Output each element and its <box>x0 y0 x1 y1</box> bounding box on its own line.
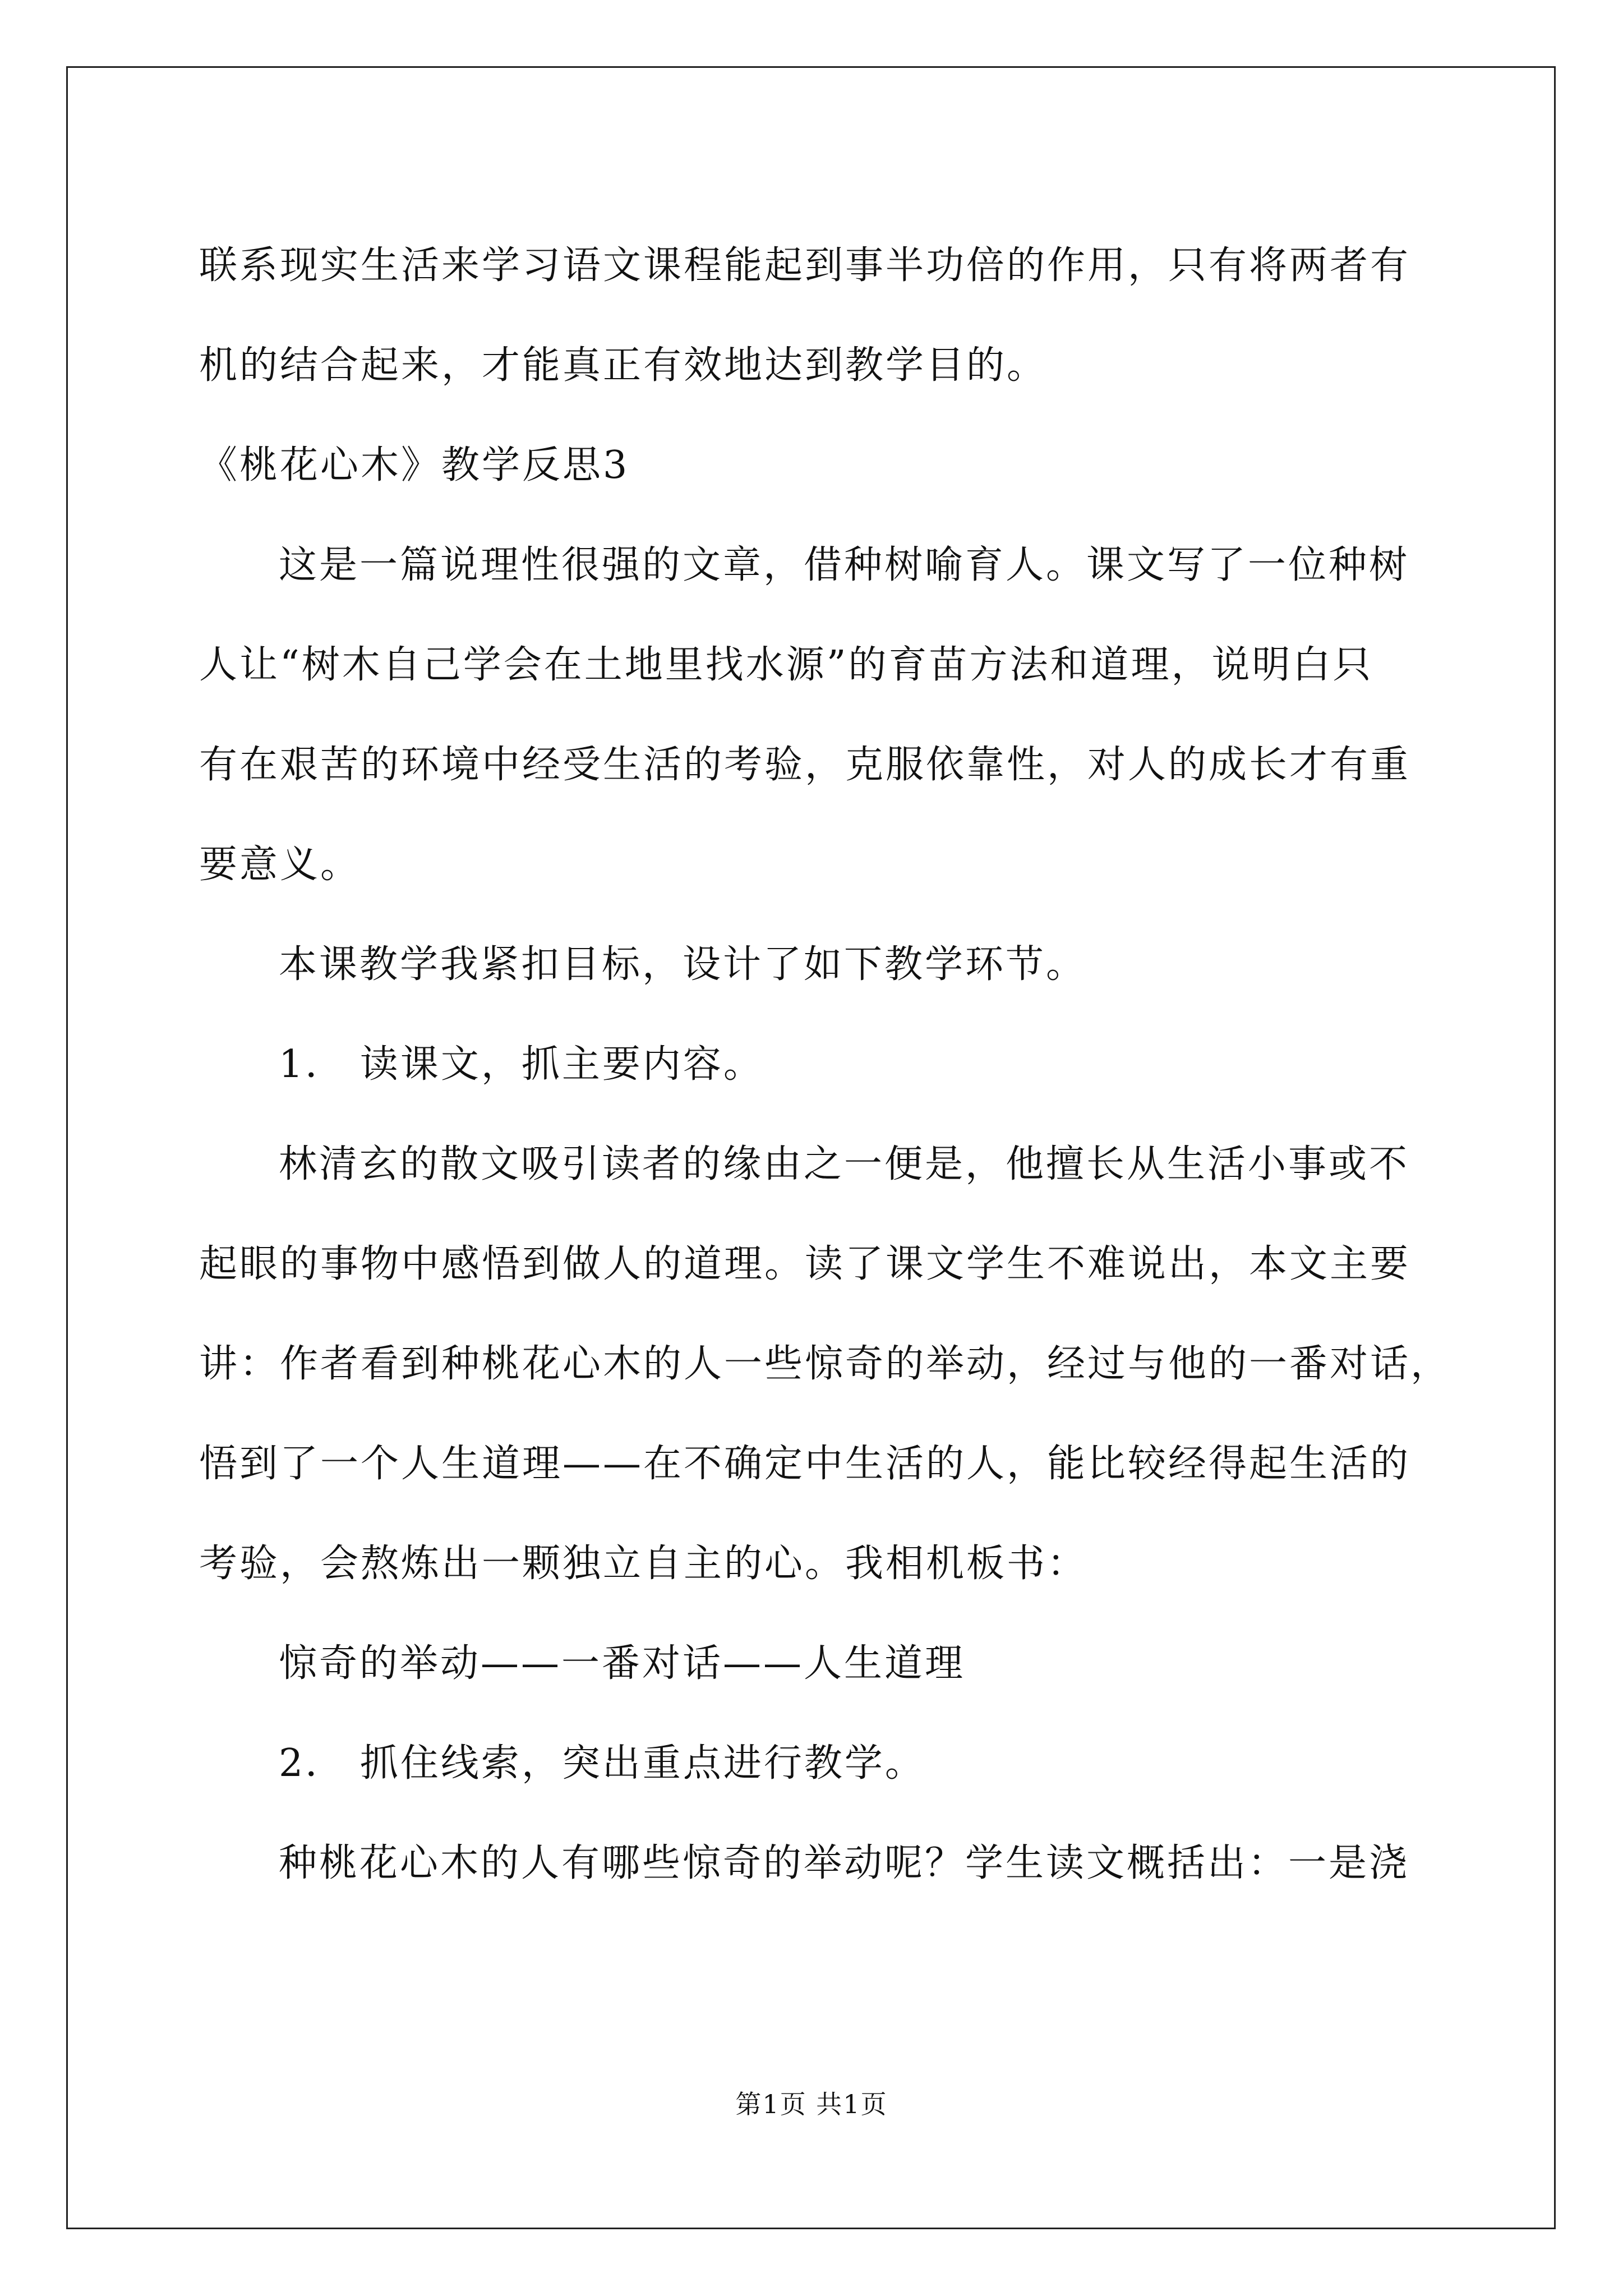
text-line: 考验，会熬炼出一颗独立自主的心。我相机板书： <box>199 1542 1088 1586</box>
text-line: 起眼的事物中感悟到做人的道理。读了课文学生不难说出，本文主要 <box>199 1242 1411 1286</box>
board-note: 惊奇的举动——一番对话——人生道理 <box>279 1641 966 1686</box>
text-line: 联系现实生活来学习语文课程能起到事半功倍的作用，只有将两者有 <box>199 243 1411 288</box>
section-heading: 《桃花心木》教学反思3 <box>199 443 630 487</box>
paragraph-start: 种桃花心木的人有哪些惊奇的举动呢？学生读文概括出：一是浇 <box>279 1841 1410 1885</box>
list-item: 2． 抓住线索，突出重点进行教学。 <box>279 1741 925 1786</box>
page-footer: 第1页 共1页 <box>735 2089 888 2119</box>
text-line: 悟到了一个人生道理——在不确定中生活的人，能比较经得起生活的 <box>199 1442 1411 1486</box>
list-item: 1． 读课文，抓主要内容。 <box>279 1042 764 1087</box>
text-line: 机的结合起来，才能真正有效地达到教学目的。 <box>199 343 1048 388</box>
text-line: 人让“树木自己学会在土地里找水源”的育苗方法和道理，说明白只 <box>199 643 1373 687</box>
paragraph-start: 本课教学我紧扣目标，设计了如下教学环节。 <box>279 942 1087 987</box>
text-line: 讲：作者看到种桃花心木的人一些惊奇的举动，经过与他的一番对话， <box>199 1342 1451 1386</box>
paragraph-start: 这是一篇说理性很强的文章，借种树喻育人。课文写了一位种树 <box>279 543 1410 587</box>
text-line: 要意义。 <box>199 843 361 887</box>
paragraph-start: 林清玄的散文吸引读者的缘由之一便是，他擅长从生活小事或不 <box>279 1142 1410 1186</box>
text-line: 有在艰苦的环境中经受生活的考验，克服依靠性，对人的成长才有重 <box>199 743 1411 787</box>
document-body <box>199 216 1455 1913</box>
